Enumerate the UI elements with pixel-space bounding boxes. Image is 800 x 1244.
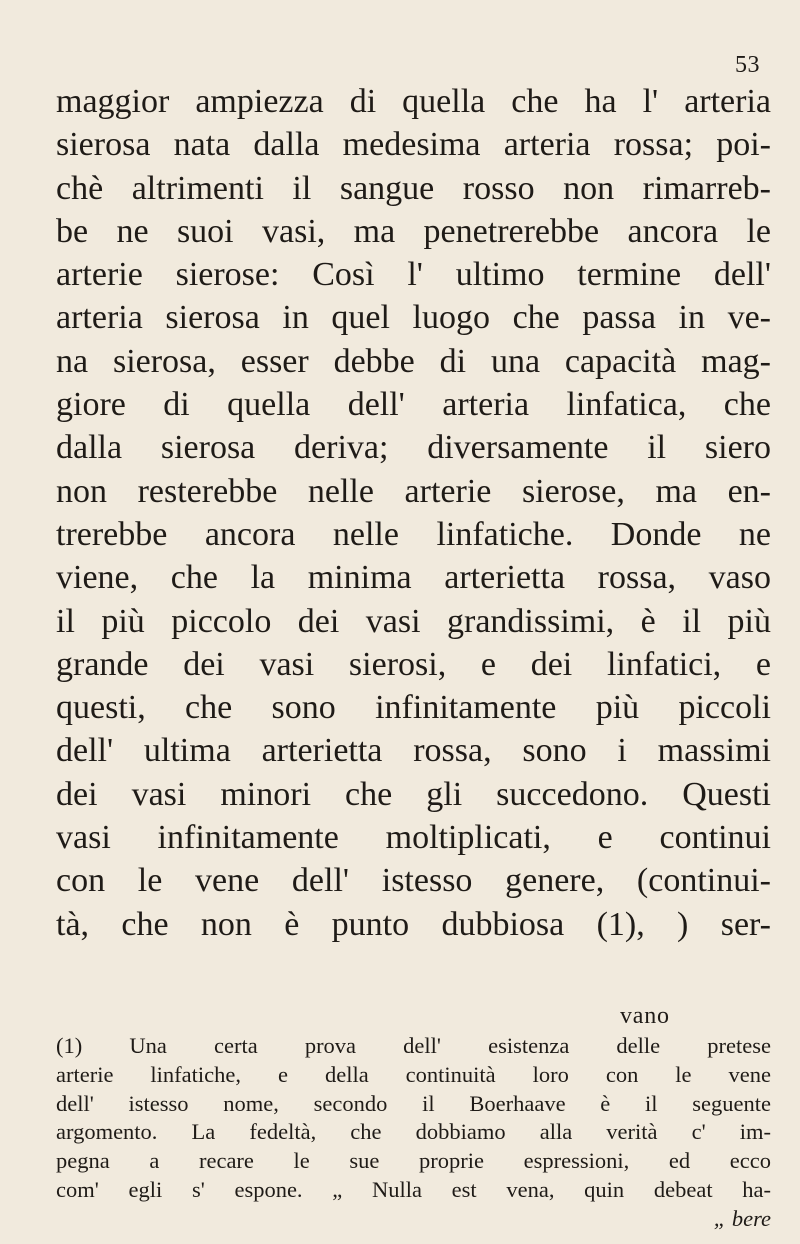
body-line: viene, che la minima arterietta rossa, vaso (56, 559, 771, 597)
body-line: trerebbe ancora nelle linfatiche. Donde ne (56, 515, 771, 553)
footnote-line: arterie linfatiche, e della continuità loro con le vene (56, 1061, 771, 1087)
body-line: na sierosa, esser debbe di una capacità mag- (56, 342, 771, 380)
footnote-line: dell' istesso nome, secondo il Boerhaave è il seguente (56, 1090, 771, 1116)
body-line: arterie sierose: Così l' ultimo termine dell' (56, 256, 771, 294)
footnote (56, 1032, 771, 1234)
body-line: dei vasi minori che gli succedono. Questi (56, 775, 771, 813)
body-line: il più piccolo dei vasi grandissimi, è il più (56, 602, 771, 640)
body-line: dalla sierosa deriva; diversamente il siero (56, 429, 771, 467)
body-line: be ne suoi vasi, ma penetrerebbe ancora le (56, 212, 771, 250)
body-line: grande dei vasi sierosi, e dei linfatici, e (56, 645, 771, 683)
body-line: dell' ultima arterietta rossa, sono i massimi (56, 732, 771, 770)
body-text (56, 80, 771, 946)
body-line: sierosa nata dalla medesima arteria rossa; poi- (56, 126, 771, 164)
body-line: non resterebbe nelle arterie sierose, ma en- (56, 472, 771, 510)
page-number: 53 (735, 52, 760, 78)
footnote-line: pegna a recare le sue proprie espressioni, ed ecco (56, 1148, 771, 1174)
catchword: vano (620, 1003, 670, 1029)
footnote-line: argomento. La fedeltà, che dobbiamo alla verità c' im- (56, 1119, 771, 1145)
body-line: questi, che sono infinitamente più piccoli (56, 689, 771, 727)
body-line: arteria sierosa in quel luogo che passa in ve- (56, 299, 771, 337)
body-line: con le vene dell' istesso genere, (continui- (56, 862, 771, 900)
body-line: vasi infinitamente moltiplicati, e continui (56, 819, 771, 857)
body-line: maggior ampiezza di quella che ha l' arteria (56, 83, 771, 120)
footnote-line: com' egli s' espone. „ Nulla est vena, quin debeat ha- (56, 1176, 771, 1202)
footnote-line: (1) Una certa prova dell' esistenza delle pretese (56, 1033, 771, 1058)
footnote-line: „ bere (713, 1205, 771, 1231)
body-line: chè altrimenti il sangue rosso non rimarreb- (56, 169, 771, 207)
body-line: tà, che non è punto dubbiosa (1), ) ser- (56, 905, 771, 943)
body-line: giore di quella dell' arteria linfatica, che (56, 386, 771, 424)
